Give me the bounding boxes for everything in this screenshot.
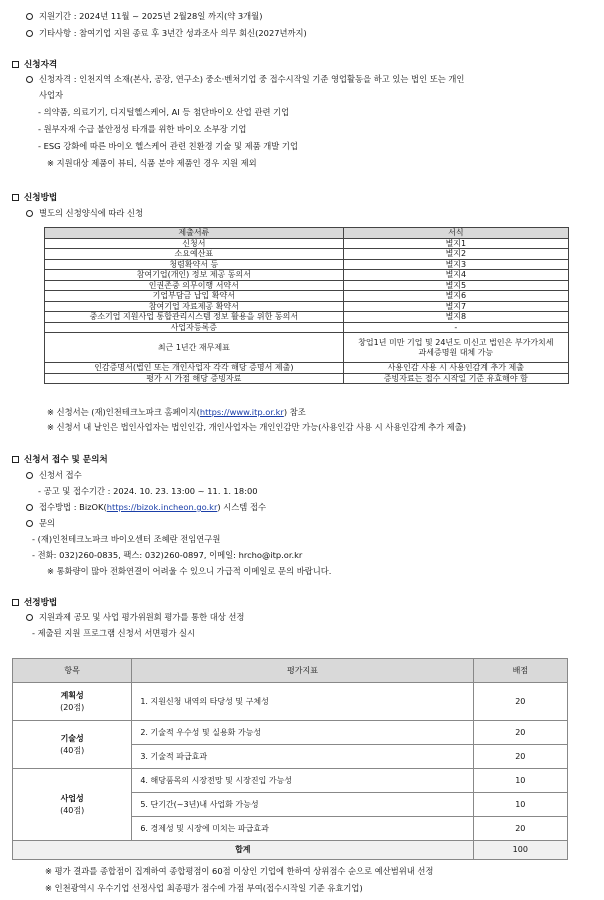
eligibility-line: 신청자격 : 인천지역 소재(본사, 공장, 연구소) 중소·벤처기업 중 접수시작일 기준 영업활동을 하고 있는 법인 또는 개인 <box>26 75 464 85</box>
apply-method: 접수방법 : BizOK(https://bizok.incheon.go.kr) 시스템 접수 <box>26 503 266 513</box>
total-score: 100 <box>473 841 567 860</box>
table-header <box>13 659 568 683</box>
section-selection-title: 선정방법 <box>12 598 57 608</box>
selection-sub-detail: - 제출된 지원 프로그램 신청서 서면평가 실시 <box>32 628 196 638</box>
square-bullet-icon <box>12 456 19 463</box>
table-row: 소요예산표 별지2 <box>45 249 569 260</box>
table-row: 참여기업(개인) 정보 제공 동의서 별지4 <box>45 270 569 281</box>
selection-note-1: ※ 평가 결과를 종합점이 집계하여 종합평점이 60점 이상인 기업에 한하여 상위점수 순으로 예산범위내 선정 <box>45 866 434 876</box>
table-row: 인감증명서(법인 또는 개인사업자 각각 해당 증명서 제출) 사용인감 사용 시 사용인감계 추가 제출 <box>45 363 569 374</box>
circle-bullet-icon <box>26 472 33 479</box>
bizok-link[interactable]: https://bizok.incheon.go.kr <box>106 502 218 512</box>
table-row: 3. 기술적 파급효과 20 <box>13 745 568 769</box>
application-sub: 별도의 신청양식에 따라 신청 <box>26 209 143 219</box>
circle-bullet-icon <box>26 30 33 37</box>
table-row: 사업자등록증 - <box>45 322 569 333</box>
square-bullet-icon <box>12 599 19 606</box>
documents-table <box>44 227 569 384</box>
circle-bullet-icon <box>26 13 33 20</box>
support-period: 지원기간 : 2024년 11월 ~ 2025년 2월28일 까지(약 3개월) <box>26 12 262 22</box>
table-header <box>45 228 569 239</box>
selection-note-2: ※ 인천광역시 우수기업 선정사업 최종평가 점수에 가점 부여(접수시작일 기준 유효기업) <box>45 883 363 893</box>
circle-bullet-icon <box>26 76 33 83</box>
section-application-title: 신청방법 <box>12 193 57 203</box>
total-row <box>13 841 568 860</box>
table-row: 기술성 (40점) 2. 기술적 우수성 및 실용화 가능성 20 <box>13 721 568 745</box>
section-contact-title: 신청서 접수 및 문의처 <box>12 455 108 465</box>
itp-homepage-link[interactable]: https://www.itp.or.kr <box>199 407 284 417</box>
circle-bullet-icon <box>26 520 33 527</box>
eligibility-detail-2: - 원부자재 수급 불안정성 타개를 위한 바이오 소부장 기업 <box>38 124 247 134</box>
contact-label: 문의 <box>26 519 55 529</box>
table-row: 6. 경제성 및 시장에 미치는 파급효과 20 <box>13 817 568 841</box>
table-row: 평가 시 가점 해당 증빙자료 증빙자료는 접수 시작일 기준 유효해야 함 <box>45 373 569 384</box>
header-criteria: 평가지표 <box>132 659 473 683</box>
header-category: 항목 <box>13 659 132 683</box>
eligibility-detail-1: - 의약품, 의료기기, 디지털헬스케어, AI 등 첨단바이오 산업 관련 기업 <box>38 107 290 117</box>
apply-period: - 공고 및 접수기간 : 2024. 10. 23. 13:00 ~ 11. 1. 18:00 <box>38 486 258 496</box>
header-score: 배점 <box>473 659 567 683</box>
table-row: 기업부담금 납입 확약서 별지6 <box>45 291 569 302</box>
table-row: 청렴확약서 등 별지3 <box>45 259 569 270</box>
contact-person: - (재)인천테크노파크 바이오센터 조혜란 전임연구원 <box>32 534 221 544</box>
application-note-1: ※ 신청서는 (재)인천테크노파크 홈페이지(https://www.itp.or.kr) 참조 <box>47 407 306 417</box>
other-notes: 기타사항 : 참여기업 지원 종료 후 3년간 성과조사 의무 회신(2027년까지) <box>26 29 307 39</box>
apply-label: 신청서 접수 <box>26 471 82 481</box>
table-row: 계획성 (20점) 1. 지원신청 내역의 타당성 및 구체성 20 <box>13 683 568 721</box>
table-row: 5. 단기간(~3년)내 사업화 가능성 10 <box>13 793 568 817</box>
circle-bullet-icon <box>26 614 33 621</box>
eligibility-detail-3: - ESG 강화에 따른 바이오 헬스케어 관련 친환경 기술 및 제품 개발 기업 <box>38 141 298 151</box>
table-row: 최근 1년간 재무제표 창업1년 미만 기업 및 24년도 미신고 법인은 부가가치세 과세증명원 대체 가능 <box>45 333 569 363</box>
table-row: 참여기업 자료제공 확약서 별지7 <box>45 301 569 312</box>
header-documents: 제출서류 <box>45 228 344 239</box>
application-note-2: ※ 신청서 내 날인은 법인사업자는 법인인감, 개인사업자는 개인인감만 가능(사용인감 사용 시 사용인감계 추가 제출) <box>47 422 467 432</box>
section-eligibility-title: 신청자격 <box>12 60 57 70</box>
square-bullet-icon <box>12 61 19 68</box>
total-label: 합계 <box>13 841 474 860</box>
header-form: 서식 <box>343 228 568 239</box>
table-row: 인권존중 의무이행 서약서 별지5 <box>45 280 569 291</box>
table-row: 사업성 (40점) 4. 해당품목의 시장전망 및 시장진입 가능성 10 <box>13 769 568 793</box>
eligibility-note: ※ 지원대상 제품이 뷰티, 식품 분야 제품인 경우 지원 제외 <box>47 158 257 168</box>
table-row: 중소기업 지원사업 통합관리시스템 정보 활용을 위한 동의서 별지8 <box>45 312 569 323</box>
circle-bullet-icon <box>26 210 33 217</box>
category-business: 사업성 (40점) <box>13 769 132 841</box>
eligibility-line-cont: 사업자 <box>39 90 64 100</box>
circle-bullet-icon <box>26 504 33 511</box>
selection-sub: 지원과제 공모 및 사업 평가위원회 평가를 통한 대상 선정 <box>26 613 244 623</box>
evaluation-table <box>12 658 568 860</box>
category-technology: 기술성 (40점) <box>13 721 132 769</box>
category-planning: 계획성 (20점) <box>13 683 132 721</box>
square-bullet-icon <box>12 194 19 201</box>
contact-phone: - 전화: 032)260-0835, 팩스: 032)260-0897, 이메일: hrcho@itp.or.kr <box>32 550 303 560</box>
contact-note: ※ 통화량이 많아 전화연결이 어려울 수 있으니 가급적 이메일로 문의 바랍니다. <box>47 566 332 576</box>
table-row: 신청서 별지1 <box>45 238 569 249</box>
